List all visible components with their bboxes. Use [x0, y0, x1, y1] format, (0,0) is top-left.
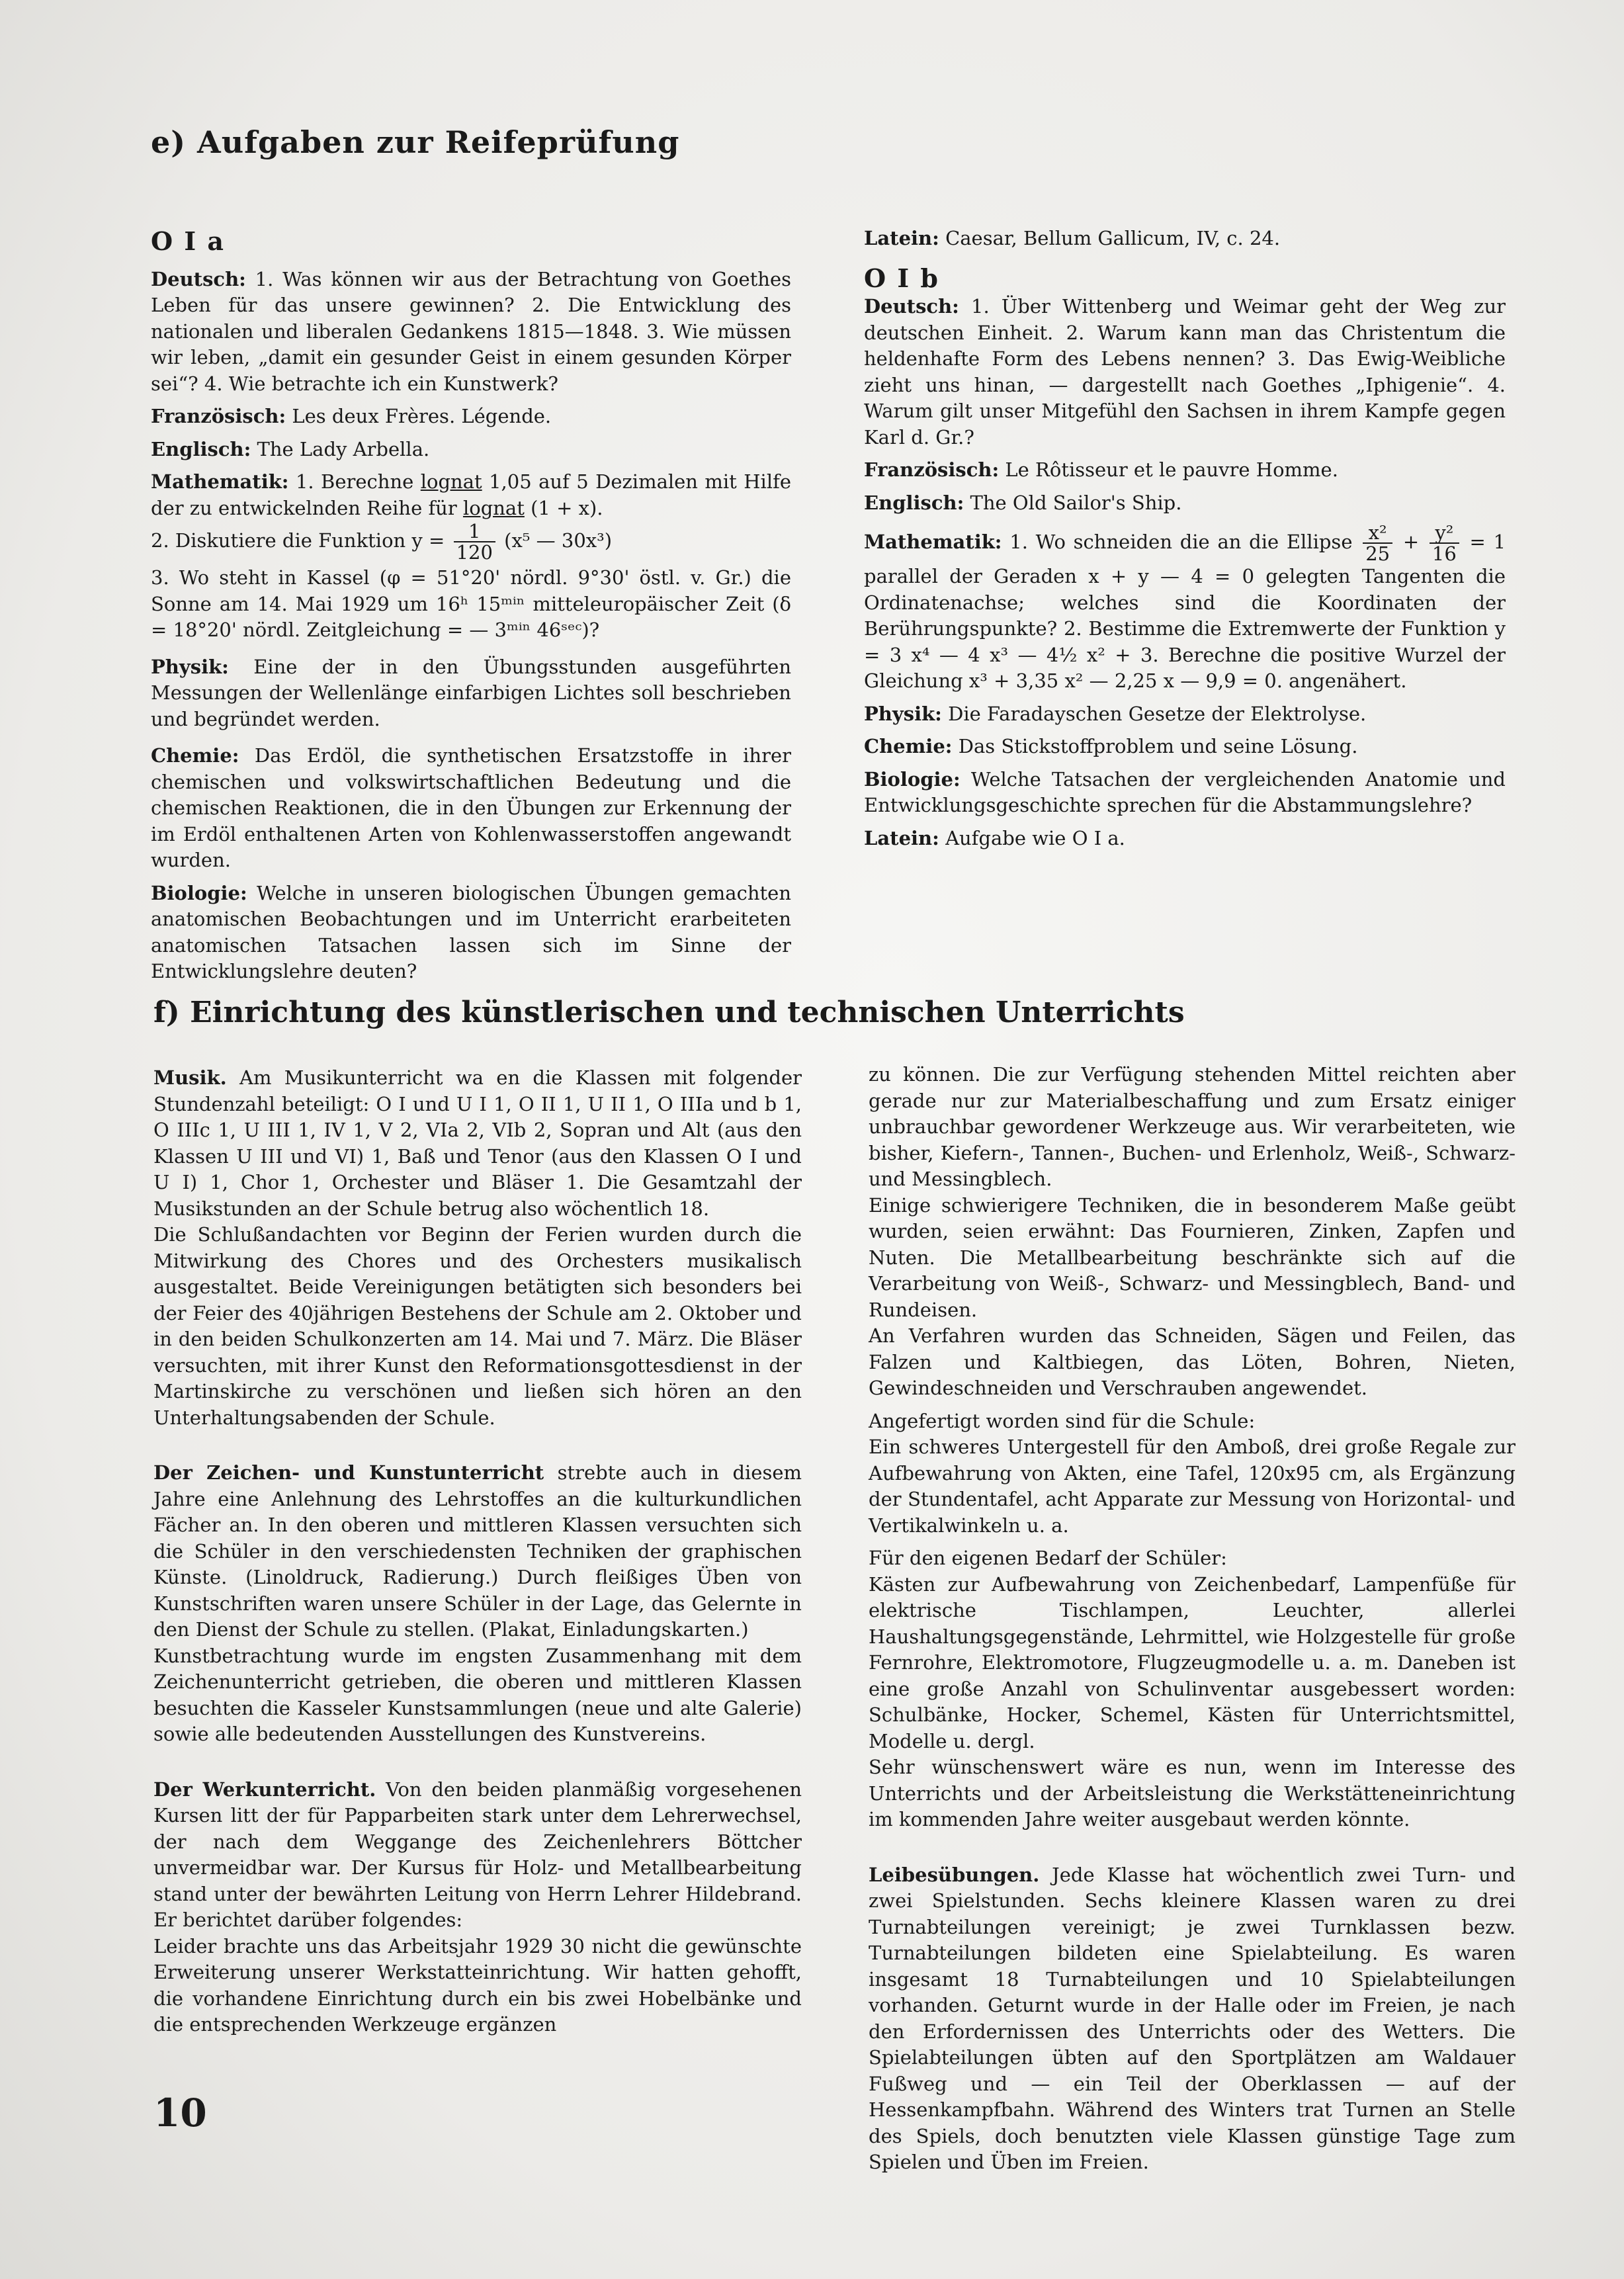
- ola-math-fraction: [454, 521, 495, 562]
- musik-paragraph: [153, 1065, 802, 1222]
- werk-cont-1: zu können. Die zur Verfügung stehenden Mittel reichten aber gerade nur zur Materialbeschaffung und zum Ersatz einiger unbrauchbar gewordener Werkzeuge aus. Wir verarbeiteten, wie bisher, Kiefern-, Tannen-, Buchen- und Erlenholz, Weiß-, Schwarz- und Messingblech.: [869, 1063, 1516, 1190]
- werk-cont-6: Für den eigenen Bedarf der Schüler:: [869, 1547, 1227, 1569]
- ola-latein-text: Caesar, Bellum Gallicum, IV, c. 24.: [945, 227, 1281, 249]
- ola-bio-label: Biologie:: [151, 881, 247, 904]
- page-number: 10: [153, 2090, 207, 2135]
- ola-math-3: 3. Wo steht in Kassel (φ = 51°20' nördl. 9°30' östl. v. Gr.) die Sonne am 14. Mai 1929 um 16ʰ 15ᵐⁱⁿ mitteleuropäischer Zeit (δ = 18°20' nördl. Zeitgleichung = — 3ᵐⁱⁿ 46ˢᵉᶜ)?: [151, 566, 791, 641]
- ola-chemie-text: Das Erdöl, die synthetischen Ersatzstoffe in ihrer chemischen und volkswirtschaftlichen Bedeutung und die chemischen Reaktionen, die in den Übungen zur Erkennung der im Erdöl enthaltenen Arten von Kohlenwasserstoffen angewandt wurden.: [151, 744, 791, 871]
- olb-math-plus: +: [1402, 531, 1420, 553]
- zeichen-paragraph: [153, 1460, 802, 1643]
- ola-physik: [151, 654, 791, 733]
- olb-bio-label: Biologie:: [864, 767, 961, 791]
- musik-text: Am Musikunterricht wa en die Klassen mit folgender Stundenzahl beteiligt: O I und U I 1, O II 1, U II 1, O IIIa und b 1, O IIIc 1, U III 1, IV 1, V 2, VIa 2, VIb 2, Sopran und Alt (aus den Klassen U III und VI) 1, Baß und Tenor (aus den Klassen O I und U I) 1, Chor 1, Orchester und Bläser 1. Die Gesamtzahl der Musikstunden an der Schule betrug also wöchentlich 18.: [153, 1066, 802, 1220]
- leibes-text: Jede Klasse hat wöchentlich zwei Turn- und zwei Spielstunden. Sechs kleinere Klassen waren zu drei Turnabteilungen vereinigt; je zwei Turnklassen bezw. Turnabteilungen bildeten eine Spielabteilung. Es waren insgesamt 18 Turnabteilungen und 10 Spielabteilungen vorhanden. Geturnt wurde in der Halle oder im Freien, je nach den Erfordernissen des Unterrichts oder des Wetters. Die Spielabteilungen übten auf den Sportplätzen am Waldauer Fußweg und — ein Teil der Oberklassen — auf der Hessenkampfbahn. Während des Winters trat Turnen an Stelle des Spiels, doch benutzten viele Klassen günstige Tage zum Spielen und Üben im Freien.: [869, 1863, 1516, 2173]
- ola-heading: O I a: [151, 226, 225, 256]
- ola-physik-label: Physik:: [151, 655, 229, 678]
- zeichen-paragraph-2: Kunstbetrachtung wurde im engsten Zusammenhang mit dem Zeichenunterricht getrieben, die oberen und mittleren Klassen besuchten die Kasseler Kunstsammlungen (neue und alte Galerie) sowie alle bedeutenden Ausstellungen des Kunstvereins.: [153, 1644, 802, 1745]
- ola-bio: [151, 881, 791, 985]
- ola-math-2a: 2. Diskutiere die Funktion y =: [151, 529, 445, 552]
- olb-math-fraction-x: [1363, 523, 1392, 564]
- ola-math-fraction-den: 120: [456, 541, 493, 564]
- column-f-right: [869, 1062, 1516, 2182]
- olb-physik-label: Physik:: [864, 702, 942, 725]
- werk-cont-7: Kästen zur Aufbewahrung von Zeichenbedarf, Lampenfüße für elektrische Tischlampen, Leuchter, allerlei Haushaltungsgegenstände, Lehrmittel, wie Holzgestelle für große Fernrohre, Elektromotore, Flugzeugmodelle u. a. m. Daneben ist eine große Anzahl von Schulinventar ausgebessert worden: Schulbänke, Hocker, Schemel, Kästen für Unterrichtsmittel, Modelle u. dergl.: [869, 1572, 1516, 1752]
- ola-physik-text: Eine der in den Übungsstunden ausgeführten Messungen der Wellenlänge einfarbigen Lichtes soll beschrieben und begründet werden.: [151, 655, 792, 730]
- olb-math-1a: 1. Wo schneiden die an die Ellipse: [1009, 531, 1353, 553]
- ola-math-fraction-num: 1: [454, 521, 495, 542]
- ola-latein: [864, 226, 1506, 252]
- ola-deutsch: [151, 267, 791, 398]
- olb-latein: [864, 826, 1506, 852]
- column-f-left: [153, 1065, 802, 2045]
- ola-engl-text: The Lady Arbella.: [257, 437, 430, 460]
- ola-franz: [151, 404, 791, 430]
- column-ola: [151, 228, 791, 992]
- ola-math-1c: (1 + x).: [531, 496, 603, 519]
- olb-math-fraction-x-den: 25: [1365, 542, 1390, 565]
- musik-label: Musik.: [153, 1066, 227, 1089]
- werk-paragraph: [153, 1777, 802, 1934]
- section-e-title: e) Aufgaben zur Reifeprüfung: [151, 124, 680, 160]
- olb-bio: [864, 767, 1506, 819]
- leibes-label: Leibesübungen.: [869, 1863, 1040, 1886]
- olb-latein-text: Aufgabe wie O I a.: [945, 826, 1125, 849]
- ola-math-1a: 1. Berechne: [295, 470, 414, 493]
- ola-chemie: [151, 743, 791, 874]
- olb-latein-label: Latein:: [864, 826, 939, 849]
- olb-bio-text: Welche Tatsachen der vergleichenden Anatomie und Entwicklungsgeschichte sprechen für die Abstammungslehre?: [864, 767, 1506, 816]
- werk-cont-5: Ein schweres Untergestell für den Amboß, drei große Regale zur Aufbewahrung von Akten, eine Tafel, 120x95 cm, als Ergänzung der Stundentafel, acht Apparate zur Messung von Horizontal- und Vertikalwinkeln u. a.: [869, 1436, 1516, 1537]
- olb-math: [864, 523, 1506, 695]
- ola-bio-text: Welche in unseren biologischen Übungen gemachten anatomischen Beobachtungen und im Unterricht erarbeiteten anatomischen Tatsachen lassen sich im Sinne der Entwicklungslehre deuten?: [151, 881, 792, 982]
- olb-heading: O I b: [864, 263, 939, 293]
- olb-chemie-label: Chemie:: [864, 735, 953, 757]
- werk-cont-8: Sehr wünschenswert wäre es nun, wenn im Interesse des Unterrichts und der Arbeitsleistung die Werkstätteneinrichtung im kommenden Jahre weiter ausgebaut werden könnte.: [869, 1756, 1516, 1830]
- zeichen-text: strebte auch in diesem Jahre eine Anlehnung des Lehrstoffes an die kulturkundlichen Fächer an. In den oberen und mittleren Klassen versuchten sich die Schüler in den verschiedensten Techniken der graphischen Künste. (Linoldruck, Radierung.) Durch fleißiges Üben von Kunstschriften waren unsere Schüler in der Lage, das Gelernte in den Dienst der Schule zu stellen. (Plakat, Einladungskarten.): [153, 1461, 802, 1641]
- ola-deutsch-text: 1. Was können wir aus der Betrachtung von Goethes Leben für das unsere gewinnen? 2. Die Entwicklung des nationalen und liberalen Gedankens 1815—1848. 3. Wie müssen wir leben, „damit ein gesunder Geist in einem gesunden Körper sei“? 4. Wie betrachte ich ein Kunstwerk?: [151, 267, 792, 395]
- ola-engl: [151, 437, 791, 463]
- olb-math-eq: = 1: [1469, 531, 1506, 553]
- ola-math-lognat: lognat: [420, 470, 482, 493]
- werk-label: Der Werkunterricht.: [153, 1778, 376, 1801]
- werk-text: Von den beiden planmäßig vorgesehenen Kursen litt der für Papparbeiten stark unter dem Lehrerwechsel, der nach dem Weggange des Zeichenlehrers Böttcher unvermeidbar war. Der Kursus für Holz- und Metallbearbeitung stand unter der bewährten Leitung von Herrn Lehrer Hildebrand. Er berichtet darüber folgendes:: [153, 1778, 802, 1931]
- ola-franz-text: Les deux Frères. Légende.: [292, 405, 552, 427]
- olb-engl: [864, 490, 1506, 517]
- olb-franz-label: Französisch:: [864, 458, 1000, 481]
- werk-cont-4: Angefertigt worden sind für die Schule:: [869, 1409, 1256, 1432]
- werk-cont-2: Einige schwierigere Techniken, die in besonderem Maße geübt wurden, seien erwähnt: Das Fournieren, Zinken, Zapfen und Nuten. Die Metallbearbeitung beschränkte sich auf die Verarbeitung von Weiß-, Schwarz- und Messingblech, Band- und Rundeisen.: [869, 1193, 1516, 1321]
- ola-math: [151, 469, 791, 562]
- olb-math-label: Mathematik:: [864, 531, 1002, 553]
- ola-math-lognat-2: lognat: [462, 496, 525, 519]
- ola-chemie-label: Chemie:: [151, 744, 239, 767]
- ola-math-1b: 1,05 auf 5 Dezimalen mit Hilfe der zu entwickelnden Reihe für: [151, 470, 792, 519]
- ola-engl-label: Englisch:: [151, 437, 251, 460]
- olb-deutsch-text: 1. Über Wittenberg und Weimar geht der Weg zur deutschen Einheit. 2. Warum kann man das Christentum die heldenhafte Form des Lebens nennen? 3. Das Ewig-Weibliche zieht uns hinan, — dargestellt nach Goethes „Iphigenie“. 4. Warum gilt unser Mitgefühl den Sachsen in ihrem Kampfe gegen Karl d. Gr.?: [864, 295, 1506, 449]
- werk-paragraph-2: Leider brachte uns das Arbeitsjahr 1929 30 nicht die gewünschte Erweiterung unserer Werkstatteinrichtung. Wir hatten gehofft, die vorhandene Einrichtung durch ein bis zwei Hobelbänke und die entsprechenden Werkzeuge ergänzen: [153, 1934, 802, 2036]
- olb-math-fraction-y-num: y²: [1430, 523, 1459, 544]
- section-f-title: f) Einrichtung des künstlerischen und technischen Unterrichts: [153, 996, 1185, 1029]
- olb-chemie-text: Das Stickstoffproblem und seine Lösung.: [958, 735, 1358, 757]
- olb-engl-text: The Old Sailor's Ship.: [970, 491, 1182, 514]
- olb-chemie: [864, 734, 1506, 760]
- olb-franz: [864, 457, 1506, 484]
- olb-franz-text: Le Rôtisseur et le pauvre Homme.: [1005, 458, 1338, 481]
- olb-deutsch: [864, 294, 1506, 451]
- ola-franz-label: Französisch:: [151, 405, 286, 427]
- werk-cont-3: An Verfahren wurden das Schneiden, Sägen und Feilen, das Falzen und Kaltbiegen, das Löten, Bohren, Nieten, Gewindeschneiden und Verschrauben angewendet.: [869, 1324, 1516, 1399]
- leibes-paragraph: [869, 1862, 1516, 2176]
- ola-deutsch-label: Deutsch:: [151, 267, 246, 290]
- musik-paragraph-2: Die Schlußandachten vor Beginn der Ferien wurden durch die Mitwirkung des Chores und des Orchesters musikalisch ausgestaltet. Beide Vereinigungen betätigten sich besonders bei der Feier des 40jährigen Bestehens der Schule am 2. Oktober und in den beiden Schulkonzerten am 14. Mai und 7. März. Die Bläser versuchten, mit ihrer Kunst den Reformationsgottesdienst in der Martinskirche zu verschönen und ließen sich hören an den Unterhaltungsabenden der Schule.: [153, 1223, 802, 1429]
- olb-engl-label: Englisch:: [864, 491, 964, 514]
- ola-math-label: Mathematik:: [151, 470, 289, 493]
- olb-math-fraction-x-num: x²: [1363, 523, 1392, 544]
- ola-math-2b: (x⁵ — 30x³): [504, 529, 613, 552]
- olb-physik: [864, 701, 1506, 728]
- olb-math-fraction-y: [1430, 523, 1459, 564]
- zeichen-label: Der Zeichen- und Kunstunterricht: [153, 1461, 544, 1484]
- olb-physik-text: Die Faradayschen Gesetze der Elektrolyse.: [948, 702, 1367, 725]
- column-olb: [864, 175, 1506, 858]
- olb-math-1b: parallel der Geraden x + y — 4 = 0 gelegten Tangenten die Ordinatenachse; welches sind die Koordinaten der Berührungspunkte? 2. Bestimme die Extremwerte der Funktion y = 3 x⁴ — 4 x³ — 4½ x² + 3. Berechne die positive Wurzel der Gleichung x³ + 3,35 x² — 2,25 x — 9,9 = 0. angenähert.: [864, 565, 1506, 692]
- ola-latein-label: Latein:: [864, 227, 939, 249]
- olb-math-fraction-y-den: 16: [1432, 542, 1457, 565]
- olb-deutsch-label: Deutsch:: [864, 295, 959, 318]
